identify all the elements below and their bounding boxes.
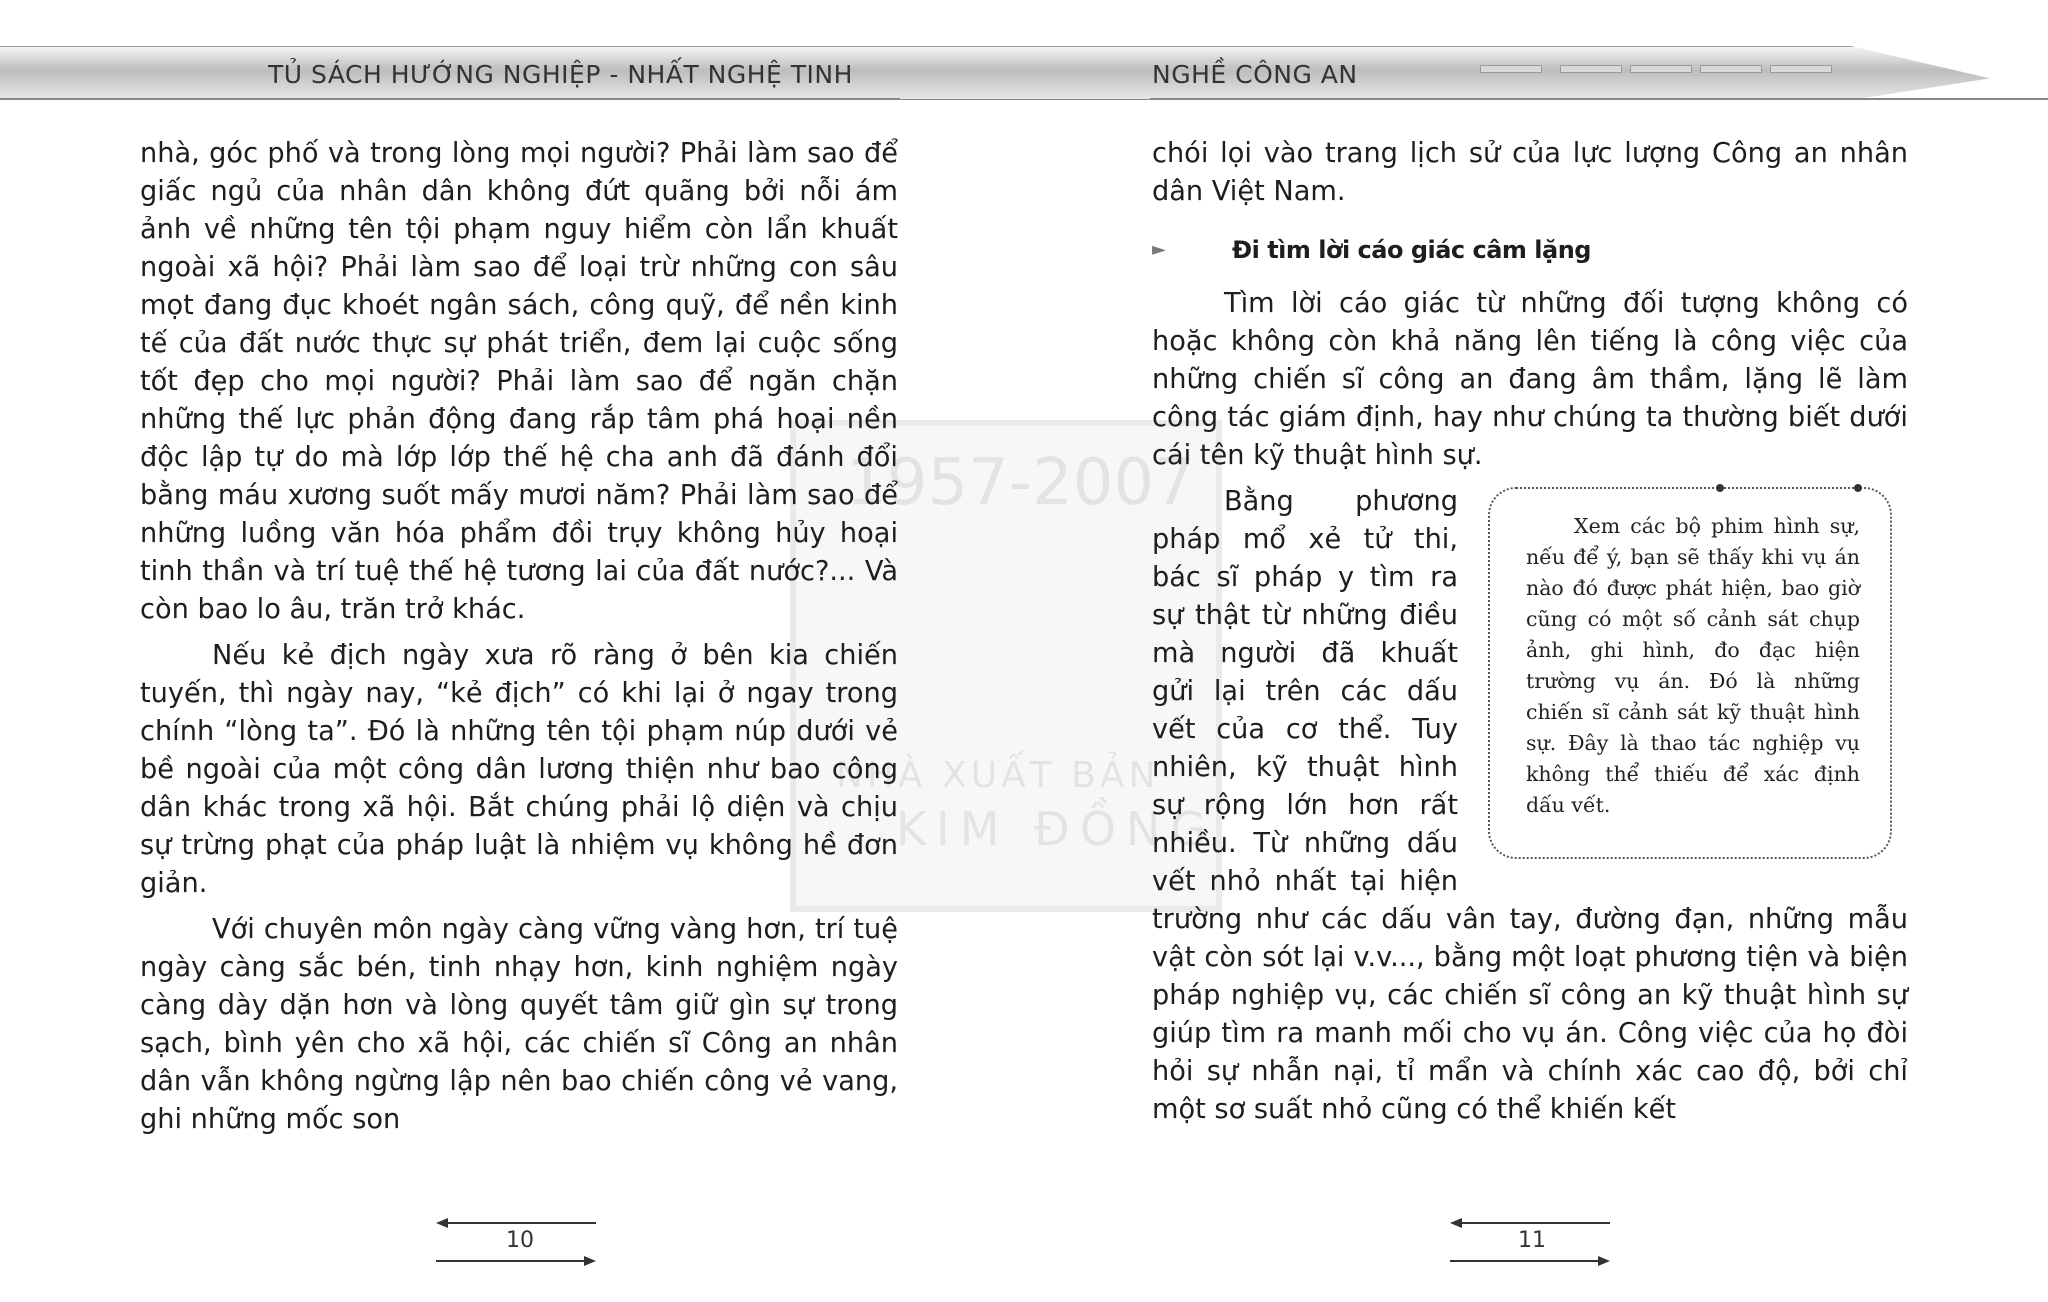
header-rule-left (0, 98, 900, 100)
dot-ornament-icon (1854, 484, 1862, 492)
dot-ornament-icon (1716, 484, 1724, 492)
page-number-right: 11 (1518, 1228, 1546, 1253)
section-heading (1152, 231, 1908, 269)
right-arrow-icon (1450, 1254, 1610, 1268)
body-paragraph: Với chuyên môn ngày càng vững vàng hơn, trí tuệ ngày càng sắc bén, tinh nhạy hơn, kinh nghiệm ngày càng dày dặn hơn và lòng quyết tâm giữ gìn sự trong sạch, bình yên cho xã hội, các chiến sĩ Công an nhân dân vẫn không ngừng lập nên bao chiến công vẻ vang, ghi những mốc son (140, 914, 898, 1135)
body-paragraph: chói lọi vào trang lịch sử của lực lượng Công an nhân dân Việt Nam. (1152, 138, 1908, 207)
header-decoration (1630, 65, 1692, 73)
sidebar-text: Xem các bộ phim hình sự, nếu để ý, bạn sẽ thấy khi vụ án nào đó được phát hiện, bao giờ cũng có một số cảnh sát chụp ảnh, ghi hình, đo đạc hiện trường vụ án. Đó là những chiến sĩ cảnh sát kỹ thuật hình sự. Đây là thao tác nghiệp vụ không thể thiếu để xác định dấu vết. (1526, 514, 1860, 817)
body-paragraph: Nếu kẻ địch ngày xưa rõ ràng ở bên kia chiến tuyến, thì ngày nay, “kẻ địch” có khi lại ở ngay trong chính “lòng ta”. Đó là những tên tội phạm núp dưới vẻ bề ngoài của một công dân lương thiện như bao công dân khác trong xã hội. Bắt chúng phải lộ diện và chịu sự trừng phạt của pháp luật là nhiệm vụ không hề đơn giản. (140, 640, 898, 899)
running-header-left: TỦ SÁCH HƯỚNG NGHIỆP - NHẤT NGHỆ TINH (268, 60, 853, 89)
header-decoration (1700, 65, 1762, 73)
running-header-right: NGHỀ CÔNG AN (1152, 60, 1358, 89)
left-page-body (140, 135, 898, 1147)
header-decoration (1480, 65, 1542, 73)
header-rule-right (1150, 98, 2048, 100)
right-page-body (1152, 135, 1908, 1137)
right-arrow-icon (436, 1254, 596, 1268)
triangle-bullet-icon: ► (1152, 239, 1166, 260)
header-decoration (1770, 65, 1832, 73)
header-decoration (1560, 65, 1622, 73)
watermark-years: 1957-2007 (846, 446, 1195, 520)
body-paragraph: Tìm lời cáo giác từ những đối tượng không có hoặc không còn khả năng lên tiếng là công việc của những chiến sĩ công an đang âm thầm, lặng lẽ làm công tác giám định, hay như chúng ta thường biết dưới cái tên kỹ thuật hình sự. (1152, 288, 1908, 471)
section-title: Đi tìm lời cáo giác câm lặng (1232, 236, 1591, 264)
watermark-publisher-line-2: KIM ĐỒNG (896, 802, 1216, 856)
watermark-publisher-line-1: NHÀ XUẤT BẢN (836, 755, 1160, 796)
sidebar-box (1488, 487, 1892, 859)
sidebar-wrap (1476, 487, 1908, 887)
body-paragraph: nhà, góc phố và trong lòng mọi người? Phải làm sao để giấc ngủ của nhân dân không đứt quãng bởi nỗi ám ảnh về những tên tội phạm nguy hiểm còn lẩn khuất ngoài xã hội? Phải làm sao để loại trừ những con sâu mọt đang đục khoét ngân sách, công quỹ, để nền kinh tế của đất nước thực sự phát triển, đem lại cuộc sống tốt đẹp cho mọi người? Phải làm sao để ngăn chặn những thế lực phản động đang rắp tâm phá hoại nền độc lập tự do mà lớp lớp thế hệ cha anh đã đánh đổi bằng máu xương suốt mấy mươi năm? Phải làm sao để những luồng văn hóa phẩm đồi trụy không hủy hoại tinh thần và trí tuệ thế hệ tương lai của đất nước?... Và còn bao lo âu, trăn trở khác. (140, 138, 898, 625)
page-number-left: 10 (506, 1228, 534, 1253)
body-paragraph: Bằng phương pháp mổ xẻ tử thi, bác sĩ pháp y tìm ra sự thật từ những điều mà người đã khuất gửi lại trên các dấu vết của cơ thể. Tuy nhiên, kỹ thuật hình sự rộng lớn hơn rất nhiều. Từ những dấu vết nhỏ nhất tại hiện trường như các dấu vân tay, đường đạn, những mẫu vật còn sót lại v.v..., bằng một loạt phương tiện và biện pháp nghiệp vụ, các chiến sĩ công an kỹ thuật hình sự giúp tìm ra manh mối cho vụ án. Công việc của họ đòi hỏi sự nhẫn nại, tỉ mẩn và chính xác cao độ, bởi chỉ một sơ suất nhỏ cũng có thể khiến kết (1152, 486, 1908, 1125)
